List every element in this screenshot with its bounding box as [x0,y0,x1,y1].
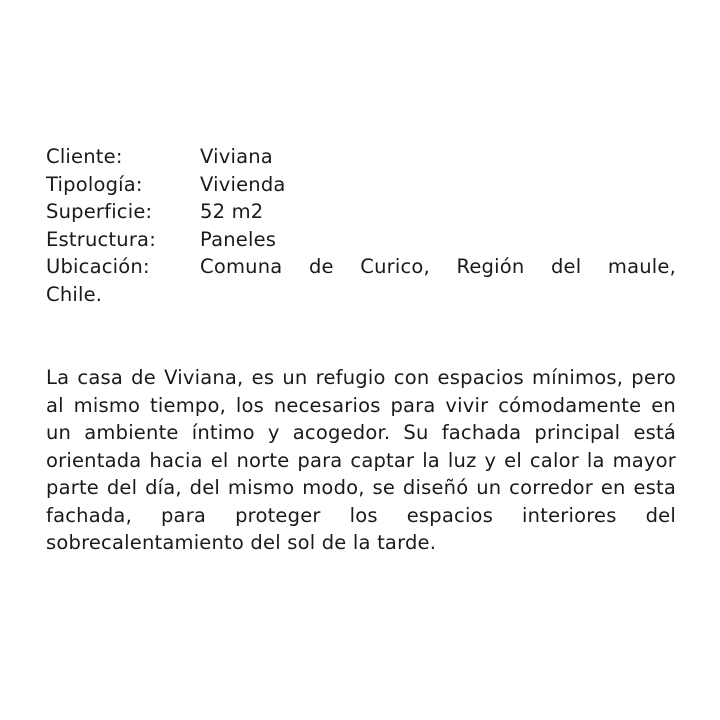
spec-value-cliente: Viviana [200,145,273,168]
spec-row-estructura [46,226,676,254]
spec-row-cliente [46,143,676,171]
spec-value-estructura: Paneles [200,227,277,251]
spec-label-cliente: Cliente: [46,145,123,168]
project-sheet [46,143,676,557]
spec-row-ubicacion [46,253,676,308]
spec-label-superficie: Superficie: [46,200,153,223]
project-description: La casa de Viviana, es un refugio con espacios mínimos, pero al mismo tiempo, los necesarios para vivir cómodamente en un ambiente íntimo y acogedor. Su fachada principal está orientada hacia el norte para captar la luz y el calor la mayor parte del día, del mismo modo, se diseñó un corredor en esta fachada, para proteger los espacios interiores del sobrecalentamiento del sol de la tarde. [46,366,676,554]
spec-row-tipologia [46,171,676,199]
spec-label-ubicacion: Ubicación: [46,255,150,278]
spec-value-ubicacion: Comuna de Curico, Región del maule, Chile. [46,255,676,306]
spec-label-estructura: Estructura: [46,227,156,251]
spec-label-tipologia: Tipología: [46,172,143,196]
spec-value-superficie: 52 m2 [200,200,264,223]
project-specs [46,143,676,308]
spec-row-superficie [46,198,676,226]
spec-value-tipologia: Vivienda [200,172,286,196]
